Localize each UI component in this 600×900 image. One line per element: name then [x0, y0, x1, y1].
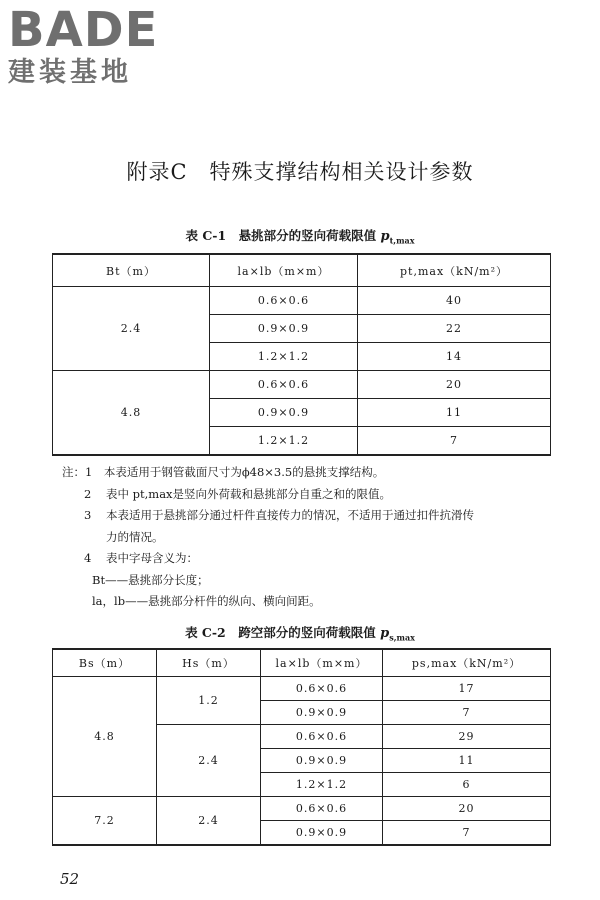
table-row: [53, 287, 551, 315]
table2-cell-value: 7: [383, 701, 551, 725]
table-row: [53, 677, 551, 701]
table1-caption: 表 C-1 悬挑部分的竖向荷载限值 $p_{t,max}$: [185, 228, 415, 246]
table1-cell-value: 22: [358, 315, 551, 343]
table-row: [53, 797, 551, 821]
table2-cell-bs: 7.2: [53, 797, 157, 846]
table1-cell-bt: 4.8: [53, 371, 210, 456]
table2-cell-value: 11: [383, 749, 551, 773]
table2-cell-size: 0.6×0.6: [261, 797, 383, 821]
note-item: 3 本表适用于悬挑部分通过杆件直接传力的情况，不适用于通过扣件抗滑传: [84, 508, 474, 522]
table2-cell-value: 17: [383, 677, 551, 701]
table2-caption-symbol: $p_{s,max}$: [380, 626, 415, 643]
note-item: 注：1 本表适用于钢管截面尺寸为ϕ48×3.5的悬挑支撑结构。: [62, 465, 385, 479]
table1-header-row: [53, 254, 551, 287]
table2-cell-bs: 4.8: [53, 677, 157, 797]
table1-cell-size: 1.2×1.2: [210, 343, 358, 371]
table2-cell-hs: 1.2: [157, 677, 261, 725]
table1-cell-size: 0.6×0.6: [210, 287, 358, 315]
table2-header: ps,max（kN/m²）: [383, 649, 551, 677]
table2-cell-size: 0.9×0.9: [261, 749, 383, 773]
table2-cell-hs: 2.4: [157, 797, 261, 846]
table1-cell-value: 20: [358, 371, 551, 399]
table1-cell-value: 14: [358, 343, 551, 371]
table2-header: la×lb（m×m）: [261, 649, 383, 677]
table1-cell-value: 7: [358, 427, 551, 456]
table2-cell-size: 0.9×0.9: [261, 821, 383, 846]
table1: [52, 253, 551, 456]
table1-cell-size: 0.9×0.9: [210, 399, 358, 427]
logo-wordmark: BADE: [8, 2, 159, 58]
table2-cell-size: 1.2×1.2: [261, 773, 383, 797]
table2-caption: 表 C-2 跨空部分的竖向荷载限值 $p_{s,max}$: [185, 625, 415, 643]
table1-cell-size: 1.2×1.2: [210, 427, 358, 456]
table2-header: Bs（m）: [53, 649, 157, 677]
table1-cell-size: 0.9×0.9: [210, 315, 358, 343]
table1-header: Bt（m）: [53, 254, 210, 287]
table2-cell-value: 7: [383, 821, 551, 846]
table-row: [53, 371, 551, 399]
logo: [8, 4, 178, 88]
note-definition: Bt——悬挑部分长度；: [92, 572, 209, 587]
table2-cell-value: 20: [383, 797, 551, 821]
table1-header: pt,max（kN/m²）: [358, 254, 551, 287]
table1-cell-size: 0.6×0.6: [210, 371, 358, 399]
note-item: 力的情况。: [106, 529, 164, 544]
table1-caption-symbol: $p_{t,max}$: [380, 229, 415, 246]
table2-cell-hs: 2.4: [157, 725, 261, 797]
table2-cell-size: 0.6×0.6: [261, 725, 383, 749]
table2-cell-value: 6: [383, 773, 551, 797]
table1-cell-value: 40: [358, 287, 551, 315]
table2: [52, 648, 551, 846]
table2-cell-size: 0.6×0.6: [261, 677, 383, 701]
note-item: 4 表中字母含义为：: [84, 551, 198, 565]
page-title: 附录C 特殊支撑结构相关设计参数: [126, 160, 474, 184]
table2-cell-size: 0.9×0.9: [261, 701, 383, 725]
table1-cell-value: 11: [358, 399, 551, 427]
table2-header-row: [53, 649, 551, 677]
table1-notes: [62, 462, 562, 613]
page-number: 52: [60, 870, 80, 888]
note-item: 2 表中 pt,max是竖向外荷载和悬挑部分自重之和的限值。: [84, 486, 392, 501]
note-definition: la，lb——悬挑部分杆件的纵向、横向间距。: [92, 594, 321, 608]
table2-header: Hs（m）: [157, 649, 261, 677]
logo-subtitle: 建装基地: [8, 57, 132, 88]
table2-cell-value: 29: [383, 725, 551, 749]
table1-header: la×lb（m×m）: [210, 254, 358, 287]
table1-cell-bt: 2.4: [53, 287, 210, 371]
